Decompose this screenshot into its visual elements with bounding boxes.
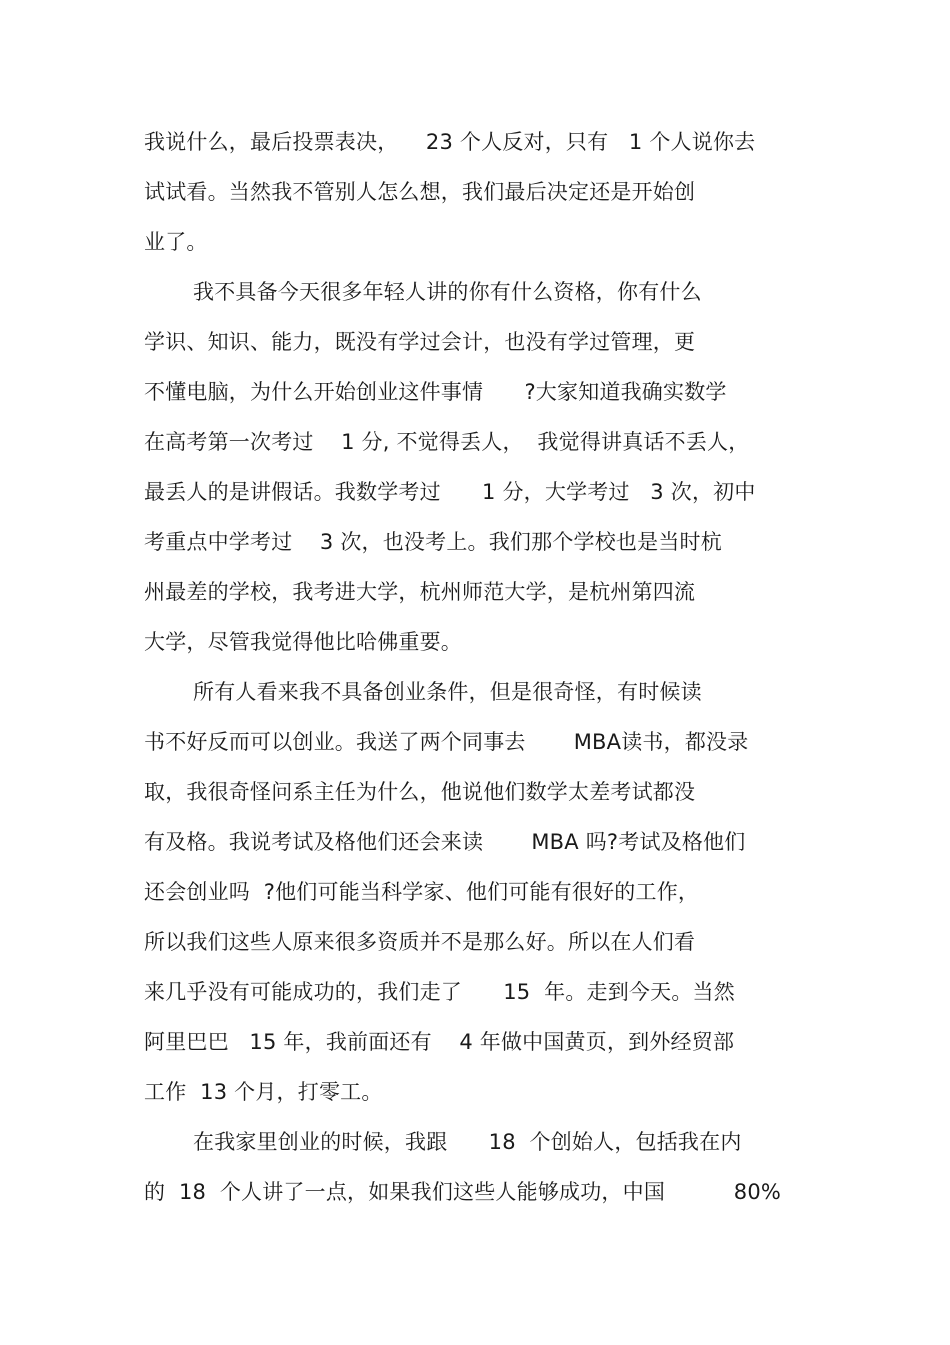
text-line: 学识、知识、能力，既没有学过会计，也没有学过管理，更	[144, 330, 696, 354]
text-line: 最丢人的是讲假话。我数学考过 1 分，大学考过 3 次，初中	[144, 480, 756, 504]
text-line: 大学，尽管我觉得他比哈佛重要。	[144, 630, 462, 654]
text-line: 的 18 个人讲了一点，如果我们这些人能够成功，中国 80%	[144, 1180, 782, 1204]
text-line: 还会创业吗 ?他们可能当科学家、他们可能有很好的工作，	[144, 880, 700, 904]
text-line: 阿里巴巴 15 年，我前面还有 4 年做中国黄页，到外经贸部	[144, 1030, 735, 1054]
paragraph-first-line: 所有人看来我不具备创业条件，但是很奇怪，有时候读	[193, 680, 702, 704]
text-line: 所以我们这些人原来很多资质并不是那么好。所以在人们看	[144, 930, 696, 954]
text-line: 有及格。我说考试及格他们还会来读 MBA 吗?考试及格他们	[144, 830, 746, 854]
text-line: 州最差的学校，我考进大学，杭州师范大学，是杭州第四流	[144, 580, 696, 604]
text-line: 书不好反而可以创业。我送了两个同事去 MBA读书，都没录	[144, 730, 749, 754]
text-line: 不懂电脑，为什么开始创业这件事情 ?大家知道我确实数学	[144, 380, 727, 404]
paragraph-first-line: 我不具备今天很多年轻人讲的你有什么资格，你有什么	[193, 280, 702, 304]
text-line: 工作 13 个月，打零工。	[144, 1080, 383, 1104]
text-line: 取，我很奇怪问系主任为什么，他说他们数学太差考试都没	[144, 780, 696, 804]
text-line: 考重点中学考过 3 次，也没考上。我们那个学校也是当时杭	[144, 530, 722, 554]
paragraph-first-line: 在我家里创业的时候，我跟 18 个创始人，包括我在内	[193, 1130, 742, 1154]
text-line: 业了。	[144, 230, 208, 254]
text-line: 我说什么，最后投票表决， 23 个人反对，只有 1 个人说你去	[144, 130, 756, 154]
text-line: 来几乎没有可能成功的，我们走了 15 年。走到今天。当然	[144, 980, 735, 1004]
text-line: 试试看。当然我不管别人怎么想，我们最后决定还是开始创	[144, 180, 696, 204]
text-line: 在高考第一次考过 1 分, 不觉得丢人， 我觉得讲真话不丢人，	[144, 430, 750, 454]
